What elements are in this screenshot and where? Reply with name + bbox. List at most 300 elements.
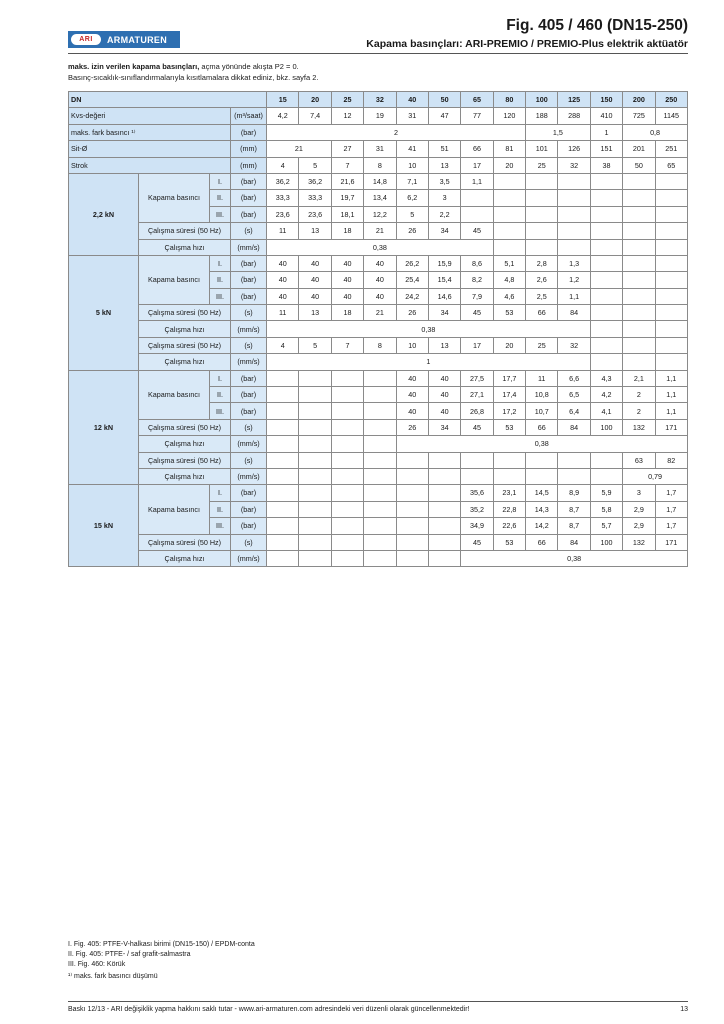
table-cell bbox=[428, 485, 460, 501]
table-cell: 25,4 bbox=[396, 272, 428, 288]
table-cell bbox=[623, 190, 655, 206]
table-cell bbox=[623, 206, 655, 222]
table-cell: 1,7 bbox=[655, 501, 687, 517]
table-cell: 1 bbox=[267, 354, 591, 370]
table-cell: 50 bbox=[623, 157, 655, 173]
table-cell bbox=[655, 223, 687, 239]
closing-pressure-label: Kapama basıncı bbox=[139, 370, 210, 419]
operating-speed-label: Çalışma hızı bbox=[139, 321, 231, 337]
table-cell: 11 bbox=[526, 370, 558, 386]
dn-value: 20 bbox=[299, 92, 331, 108]
table-cell: 34 bbox=[428, 419, 460, 435]
table-cell bbox=[331, 370, 363, 386]
table-cell: 35,2 bbox=[461, 501, 493, 517]
seat-row bbox=[69, 141, 688, 157]
table-cell: 23,6 bbox=[299, 206, 331, 222]
table-cell bbox=[655, 190, 687, 206]
table-cell bbox=[364, 518, 396, 534]
speed-row bbox=[69, 239, 688, 255]
table-cell bbox=[267, 403, 299, 419]
table-cell bbox=[590, 206, 622, 222]
table-cell: 101 bbox=[526, 141, 558, 157]
dn-value: 15 bbox=[267, 92, 299, 108]
table-cell: 12,2 bbox=[364, 206, 396, 222]
unit-bar: (bar) bbox=[231, 206, 267, 222]
table-cell: 40 bbox=[267, 272, 299, 288]
dn-value: 200 bbox=[623, 92, 655, 108]
table-cell: 5,7 bbox=[590, 518, 622, 534]
table-cell: 2 bbox=[623, 387, 655, 403]
operating-speed-label: Çalışma hızı bbox=[139, 239, 231, 255]
table-cell bbox=[364, 419, 396, 435]
table-cell: 31 bbox=[364, 141, 396, 157]
unit-s: (s) bbox=[231, 452, 267, 468]
table-cell: 14,8 bbox=[364, 173, 396, 189]
unit-bar: (bar) bbox=[231, 501, 267, 517]
table-cell bbox=[428, 534, 460, 550]
time-row bbox=[69, 419, 688, 435]
table-cell bbox=[493, 173, 525, 189]
table-cell bbox=[493, 190, 525, 206]
table-cell bbox=[558, 173, 590, 189]
table-cell: 0,38 bbox=[396, 436, 687, 452]
table-cell bbox=[267, 550, 299, 566]
table-cell bbox=[299, 436, 331, 452]
table-cell: 23,1 bbox=[493, 485, 525, 501]
table-cell: 27 bbox=[331, 141, 363, 157]
operating-speed-label: Çalışma hızı bbox=[139, 354, 231, 370]
table-cell bbox=[299, 468, 331, 484]
page-title: Fig. 405 / 460 (DN15-250) bbox=[506, 17, 688, 34]
table-cell: 11 bbox=[267, 305, 299, 321]
force-group-label: 5 kN bbox=[69, 255, 139, 370]
table-cell: 19 bbox=[364, 108, 396, 124]
table-cell bbox=[267, 452, 299, 468]
table-cell: 5,9 bbox=[590, 485, 622, 501]
table-cell bbox=[364, 485, 396, 501]
table-cell bbox=[623, 255, 655, 271]
table-cell: 17 bbox=[461, 157, 493, 173]
table-cell: 132 bbox=[623, 534, 655, 550]
table-cell: 40 bbox=[396, 387, 428, 403]
time-row bbox=[69, 337, 688, 353]
table-cell bbox=[364, 370, 396, 386]
table-cell: 19,7 bbox=[331, 190, 363, 206]
table-cell bbox=[331, 534, 363, 550]
table-cell: 1,1 bbox=[655, 387, 687, 403]
table-cell bbox=[396, 534, 428, 550]
variant-label: II. bbox=[210, 387, 231, 403]
table-cell bbox=[331, 403, 363, 419]
table-cell bbox=[590, 272, 622, 288]
table-cell: 40 bbox=[396, 370, 428, 386]
table-cell: 2,8 bbox=[526, 255, 558, 271]
table-cell: 66 bbox=[526, 419, 558, 435]
table-cell: 40 bbox=[428, 403, 460, 419]
table-cell bbox=[655, 272, 687, 288]
table-cell: 27,5 bbox=[461, 370, 493, 386]
table-cell: 1,3 bbox=[558, 255, 590, 271]
table-cell: 40 bbox=[364, 272, 396, 288]
table-cell: 34 bbox=[428, 305, 460, 321]
unit-mms: (mm/s) bbox=[231, 436, 267, 452]
table-cell: 66 bbox=[461, 141, 493, 157]
table-cell: 53 bbox=[493, 534, 525, 550]
table-cell: 5,1 bbox=[493, 255, 525, 271]
table-cell: 725 bbox=[623, 108, 655, 124]
table-cell: 100 bbox=[590, 534, 622, 550]
table-cell bbox=[558, 206, 590, 222]
seat-label: Sit-Ø bbox=[69, 141, 231, 157]
table-cell: 171 bbox=[655, 534, 687, 550]
table-cell: 6,4 bbox=[558, 403, 590, 419]
table-cell: 3 bbox=[428, 190, 460, 206]
variant-label: II. bbox=[210, 501, 231, 517]
unit-mms: (mm/s) bbox=[231, 239, 267, 255]
table-cell: 1,2 bbox=[558, 272, 590, 288]
table-cell: 40 bbox=[396, 403, 428, 419]
logo-badge: ARI bbox=[71, 34, 101, 45]
table-cell: 2,9 bbox=[623, 501, 655, 517]
note-line-1 bbox=[68, 62, 299, 71]
time-row bbox=[69, 223, 688, 239]
table-cell: 84 bbox=[558, 534, 590, 550]
table-cell bbox=[267, 518, 299, 534]
table-cell: 126 bbox=[558, 141, 590, 157]
table-cell: 4 bbox=[267, 157, 299, 173]
table-cell bbox=[364, 436, 396, 452]
table-cell: 7 bbox=[331, 157, 363, 173]
table-cell: 17,2 bbox=[493, 403, 525, 419]
table-cell: 26,2 bbox=[396, 255, 428, 271]
table-cell bbox=[493, 468, 525, 484]
operating-time-label: Çalışma süresi (50 Hz) bbox=[139, 452, 231, 468]
table-cell bbox=[526, 223, 558, 239]
table-cell: 18 bbox=[331, 305, 363, 321]
table-cell: 10,7 bbox=[526, 403, 558, 419]
table-cell bbox=[655, 288, 687, 304]
table-cell: 13 bbox=[299, 305, 331, 321]
table-cell bbox=[267, 419, 299, 435]
unit-bar: (bar) bbox=[231, 272, 267, 288]
table-cell: 0,38 bbox=[461, 550, 688, 566]
table-cell bbox=[623, 321, 655, 337]
table-cell bbox=[623, 305, 655, 321]
table-cell bbox=[267, 387, 299, 403]
table-cell: 132 bbox=[623, 419, 655, 435]
table-cell: 13,4 bbox=[364, 190, 396, 206]
table-cell: 4,2 bbox=[590, 387, 622, 403]
table-cell bbox=[299, 485, 331, 501]
table-cell: 2,6 bbox=[526, 272, 558, 288]
table-cell: 34,9 bbox=[461, 518, 493, 534]
table-cell bbox=[299, 419, 331, 435]
footnote-2: II. Fig. 405: PTFE- / saf grafit-salmastra bbox=[68, 951, 191, 958]
table-cell: 51 bbox=[428, 141, 460, 157]
dn-value: 250 bbox=[655, 92, 687, 108]
table-cell: 18,1 bbox=[331, 206, 363, 222]
table-cell bbox=[590, 255, 622, 271]
table-cell bbox=[396, 485, 428, 501]
stroke-label: Strok bbox=[69, 157, 231, 173]
time-row bbox=[69, 305, 688, 321]
table-cell: 0,38 bbox=[267, 239, 494, 255]
table-cell: 26,8 bbox=[461, 403, 493, 419]
time-row bbox=[69, 534, 688, 550]
table-cell: 27,1 bbox=[461, 387, 493, 403]
table-cell bbox=[299, 501, 331, 517]
dn-value: 25 bbox=[331, 92, 363, 108]
operating-time-label: Çalışma süresi (50 Hz) bbox=[139, 419, 231, 435]
table-cell: 1,7 bbox=[655, 518, 687, 534]
table-cell bbox=[590, 173, 622, 189]
table-cell: 6,6 bbox=[558, 370, 590, 386]
table-cell bbox=[267, 485, 299, 501]
operating-time-label: Çalışma süresi (50 Hz) bbox=[139, 337, 231, 353]
table-cell: 45 bbox=[461, 305, 493, 321]
ari-logo bbox=[68, 31, 180, 48]
table-cell bbox=[623, 337, 655, 353]
footer-divider bbox=[68, 1001, 688, 1002]
unit-bar: (bar) bbox=[231, 485, 267, 501]
table-cell: 0,38 bbox=[267, 321, 591, 337]
table-cell: 32 bbox=[558, 337, 590, 353]
table-cell: 2,2 bbox=[428, 206, 460, 222]
footnote-1: I. Fig. 405: PTFE-V-halkası birimi (DN15-150) / EPDM-conta bbox=[68, 941, 255, 948]
table-cell: 40 bbox=[331, 255, 363, 271]
dn-value: 150 bbox=[590, 92, 622, 108]
table-cell: 15,9 bbox=[428, 255, 460, 271]
kvs-row bbox=[69, 108, 688, 124]
table-cell bbox=[331, 518, 363, 534]
table-cell: 171 bbox=[655, 419, 687, 435]
table-cell bbox=[396, 501, 428, 517]
table-cell bbox=[558, 223, 590, 239]
unit-mms: (mm/s) bbox=[231, 354, 267, 370]
table-cell bbox=[364, 534, 396, 550]
unit-mms: (mm/s) bbox=[231, 550, 267, 566]
stroke-unit: (mm) bbox=[231, 157, 267, 173]
table-cell: 38 bbox=[590, 157, 622, 173]
unit-bar: (bar) bbox=[231, 403, 267, 419]
operating-speed-label: Çalışma hızı bbox=[139, 550, 231, 566]
table-cell: 8,7 bbox=[558, 501, 590, 517]
table-cell: 14,3 bbox=[526, 501, 558, 517]
table-cell: 2 bbox=[267, 124, 526, 140]
table-cell: 8,9 bbox=[558, 485, 590, 501]
table-cell bbox=[655, 337, 687, 353]
table-cell bbox=[461, 468, 493, 484]
table-cell: 63 bbox=[623, 452, 655, 468]
table-cell: 1145 bbox=[655, 108, 687, 124]
table-cell bbox=[623, 288, 655, 304]
footnote-4: ¹⁾ maks. fark basıncı düşümü bbox=[68, 973, 158, 980]
table-cell: 11 bbox=[267, 223, 299, 239]
table-cell: 7,1 bbox=[396, 173, 428, 189]
table-cell: 66 bbox=[526, 534, 558, 550]
table-cell bbox=[428, 452, 460, 468]
table-cell: 4,8 bbox=[493, 272, 525, 288]
table-cell: 188 bbox=[526, 108, 558, 124]
table-cell bbox=[364, 403, 396, 419]
speed-row bbox=[69, 436, 688, 452]
unit-s: (s) bbox=[231, 419, 267, 435]
table-cell: 15,4 bbox=[428, 272, 460, 288]
table-cell: 13 bbox=[428, 337, 460, 353]
table-cell: 288 bbox=[558, 108, 590, 124]
variant-label: I. bbox=[210, 173, 231, 189]
table-cell: 12 bbox=[331, 108, 363, 124]
table-cell: 40 bbox=[299, 272, 331, 288]
table-cell: 23,6 bbox=[267, 206, 299, 222]
closing-pressure-label: Kapama basıncı bbox=[139, 173, 210, 222]
table-cell: 35,6 bbox=[461, 485, 493, 501]
table-cell bbox=[493, 206, 525, 222]
table-cell: 4 bbox=[267, 337, 299, 353]
table-cell: 47 bbox=[428, 108, 460, 124]
table-cell bbox=[267, 468, 299, 484]
pressure-row bbox=[69, 173, 688, 189]
table-cell: 40 bbox=[331, 288, 363, 304]
table-cell bbox=[331, 452, 363, 468]
table-cell: 410 bbox=[590, 108, 622, 124]
table-cell bbox=[590, 354, 622, 370]
table-cell: 82 bbox=[655, 452, 687, 468]
table-cell bbox=[655, 239, 687, 255]
table-cell: 7,9 bbox=[461, 288, 493, 304]
dn-value: 50 bbox=[428, 92, 460, 108]
table-cell bbox=[364, 550, 396, 566]
table-cell bbox=[590, 305, 622, 321]
table-cell: 40 bbox=[331, 272, 363, 288]
table-cell: 45 bbox=[461, 419, 493, 435]
force-group-label: 12 kN bbox=[69, 370, 139, 485]
table-cell bbox=[526, 190, 558, 206]
time-row bbox=[69, 452, 688, 468]
speed-row bbox=[69, 321, 688, 337]
table-cell bbox=[558, 239, 590, 255]
table-cell bbox=[526, 173, 558, 189]
table-cell: 41 bbox=[396, 141, 428, 157]
table-cell: 4,1 bbox=[590, 403, 622, 419]
table-cell bbox=[331, 387, 363, 403]
table-cell: 1,1 bbox=[655, 370, 687, 386]
table-cell: 5 bbox=[299, 157, 331, 173]
table-cell bbox=[558, 190, 590, 206]
dn-value: 65 bbox=[461, 92, 493, 108]
note-line-2: Basınç-sıcaklık-sınıflandırmalarıyla kısıtlamalara dikkat ediniz, bkz. sayfa 2. bbox=[68, 73, 319, 82]
table-cell bbox=[299, 370, 331, 386]
table-cell bbox=[331, 419, 363, 435]
table-cell: 4,6 bbox=[493, 288, 525, 304]
table-cell: 40 bbox=[364, 288, 396, 304]
table-cell: 10,8 bbox=[526, 387, 558, 403]
table-cell bbox=[623, 173, 655, 189]
table-cell bbox=[461, 190, 493, 206]
table-cell: 251 bbox=[655, 141, 687, 157]
table-cell: 100 bbox=[590, 419, 622, 435]
table-cell: 25 bbox=[526, 157, 558, 173]
unit-bar: (bar) bbox=[231, 190, 267, 206]
table-cell bbox=[526, 206, 558, 222]
table-cell bbox=[590, 223, 622, 239]
operating-speed-label: Çalışma hızı bbox=[139, 468, 231, 484]
table-cell bbox=[590, 239, 622, 255]
table-cell: 5 bbox=[299, 337, 331, 353]
table-cell bbox=[299, 387, 331, 403]
variant-label: I. bbox=[210, 370, 231, 386]
table-cell: 21 bbox=[267, 141, 332, 157]
table-cell: 1,7 bbox=[655, 485, 687, 501]
table-cell: 1 bbox=[590, 124, 622, 140]
table-cell bbox=[655, 173, 687, 189]
table-cell: 4,2 bbox=[267, 108, 299, 124]
table-cell: 8,2 bbox=[461, 272, 493, 288]
operating-time-label: Çalışma süresi (50 Hz) bbox=[139, 534, 231, 550]
closing-pressure-label: Kapama basıncı bbox=[139, 255, 210, 304]
dn-value: 40 bbox=[396, 92, 428, 108]
table-cell: 36,2 bbox=[299, 173, 331, 189]
table-cell bbox=[364, 501, 396, 517]
note-rest: açma yönünde akışta P2 = 0. bbox=[199, 62, 299, 71]
table-cell: 40 bbox=[299, 288, 331, 304]
table-cell: 21 bbox=[364, 223, 396, 239]
force-group-label: 15 kN bbox=[69, 485, 139, 567]
table-cell: 17 bbox=[461, 337, 493, 353]
table-cell: 33,3 bbox=[267, 190, 299, 206]
table-cell: 120 bbox=[493, 108, 525, 124]
table-cell: 0,79 bbox=[623, 468, 688, 484]
table-cell: 1,1 bbox=[655, 403, 687, 419]
table-cell bbox=[655, 354, 687, 370]
table-cell: 45 bbox=[461, 534, 493, 550]
table-cell bbox=[396, 550, 428, 566]
table-cell: 36,2 bbox=[267, 173, 299, 189]
table-cell: 1,1 bbox=[461, 173, 493, 189]
dn-value: 100 bbox=[526, 92, 558, 108]
speed-row bbox=[69, 550, 688, 566]
table-cell: 24,2 bbox=[396, 288, 428, 304]
unit-s: (s) bbox=[231, 534, 267, 550]
table-cell bbox=[299, 403, 331, 419]
max-diff-row bbox=[69, 124, 688, 140]
table-cell bbox=[526, 452, 558, 468]
note-bold: maks. izin verilen kapama basınçları, bbox=[68, 62, 200, 71]
table-cell bbox=[267, 370, 299, 386]
unit-s: (s) bbox=[231, 305, 267, 321]
table-cell: 6,2 bbox=[396, 190, 428, 206]
table-cell: 7,4 bbox=[299, 108, 331, 124]
dn-value: 125 bbox=[558, 92, 590, 108]
footer-text: Baskı 12/13 - ARI değişiklik yapma hakkını saklı tutar - www.ari-armaturen.com adresindeki veri düzenli olarak güncellenmektedir! bbox=[68, 1006, 470, 1013]
table-cell: 8,6 bbox=[461, 255, 493, 271]
table-cell bbox=[655, 206, 687, 222]
table-cell: 8 bbox=[364, 337, 396, 353]
table-cell: 17,4 bbox=[493, 387, 525, 403]
table-cell bbox=[623, 239, 655, 255]
table-cell bbox=[493, 223, 525, 239]
table-cell: 53 bbox=[493, 419, 525, 435]
table-cell: 13 bbox=[299, 223, 331, 239]
unit-bar: (bar) bbox=[231, 173, 267, 189]
table-cell bbox=[299, 518, 331, 534]
table-cell bbox=[299, 550, 331, 566]
table-cell: 10 bbox=[396, 157, 428, 173]
table-cell bbox=[331, 436, 363, 452]
table-cell: 0,8 bbox=[623, 124, 688, 140]
table-cell bbox=[267, 436, 299, 452]
dn-label: DN bbox=[69, 92, 267, 108]
